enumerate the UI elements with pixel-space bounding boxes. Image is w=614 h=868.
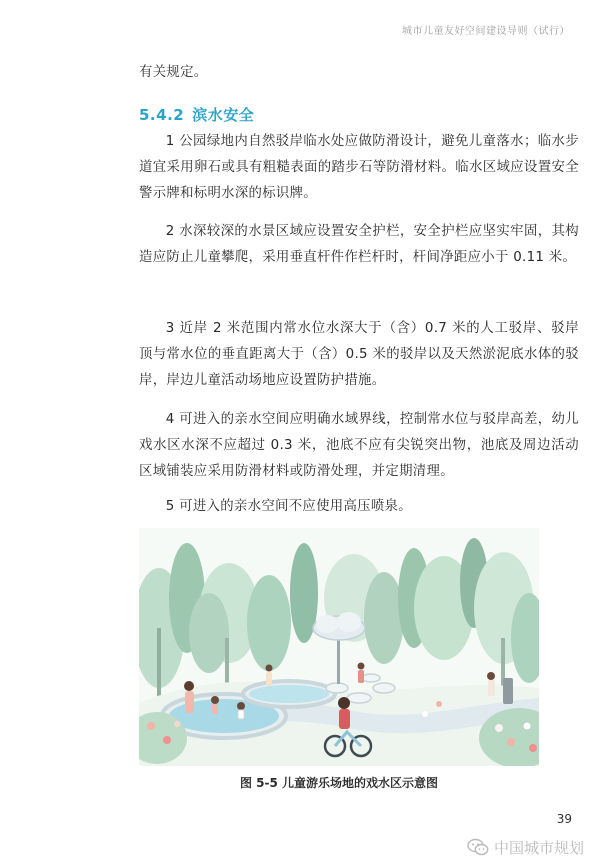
paragraph-3-text: 3 近岸 2 米范围内常水位水深大于（含）0.7 米的人工驳岸、驳岸顶与常水位的垂直距离大于（含）0.5 米的驳岸以及天然淤泥底水体的驳岸，岸边儿童活动场地应设置防护措施。 (139, 321, 579, 388)
lead-paragraph (139, 60, 579, 86)
section-title: 滨水安全 (192, 106, 255, 124)
running-header: 城市儿童友好空间建设导则（试行） (402, 26, 570, 37)
page-number: 39 (556, 812, 572, 826)
lead-text: 有关规定。 (139, 65, 208, 80)
wechat-icon (467, 838, 489, 856)
paragraph-5-text: 5 可进入的亲水空间不应使用高压喷泉。 (165, 499, 412, 514)
paragraph-3 (139, 316, 579, 394)
water-play-area-illustration (139, 528, 539, 766)
paragraph-4 (139, 407, 579, 485)
section-number: 5.4.2 (139, 106, 185, 124)
paragraph-2 (139, 219, 579, 271)
watermark (467, 836, 584, 858)
paragraph-5 (139, 494, 579, 520)
watermark-text: 中国城市规划 (493, 838, 584, 857)
paragraph-1 (139, 129, 579, 207)
section-heading (139, 104, 254, 125)
paragraph-2-text: 2 水深较深的水景区域应设置安全护栏，安全护栏应坚实牢固，其构造应防止儿童攀爬，采用垂直杆件作栏杆时，杆间净距应小于 0.11 米。 (139, 224, 579, 265)
figure-caption: 图 5-5 儿童游乐场地的戏水区示意图 (239, 776, 439, 790)
paragraph-1-text: 1 公园绿地内自然驳岸临水处应做防滑设计，避免儿童落水；临水步道宜采用卵石或具有粗糙表面的踏步石等防滑材料。临水区域应设置安全警示牌和标明水深的标识牌。 (139, 134, 579, 201)
paragraph-4-text: 4 可进入的亲水空间应明确水域界线，控制常水位与驳岸高差，幼儿戏水区水深不应超过 0.3 米，池底不应有尖锐突出物，池底及周边活动区域铺装应采用防滑材料或防滑处理，并定期清理。 (139, 412, 579, 479)
